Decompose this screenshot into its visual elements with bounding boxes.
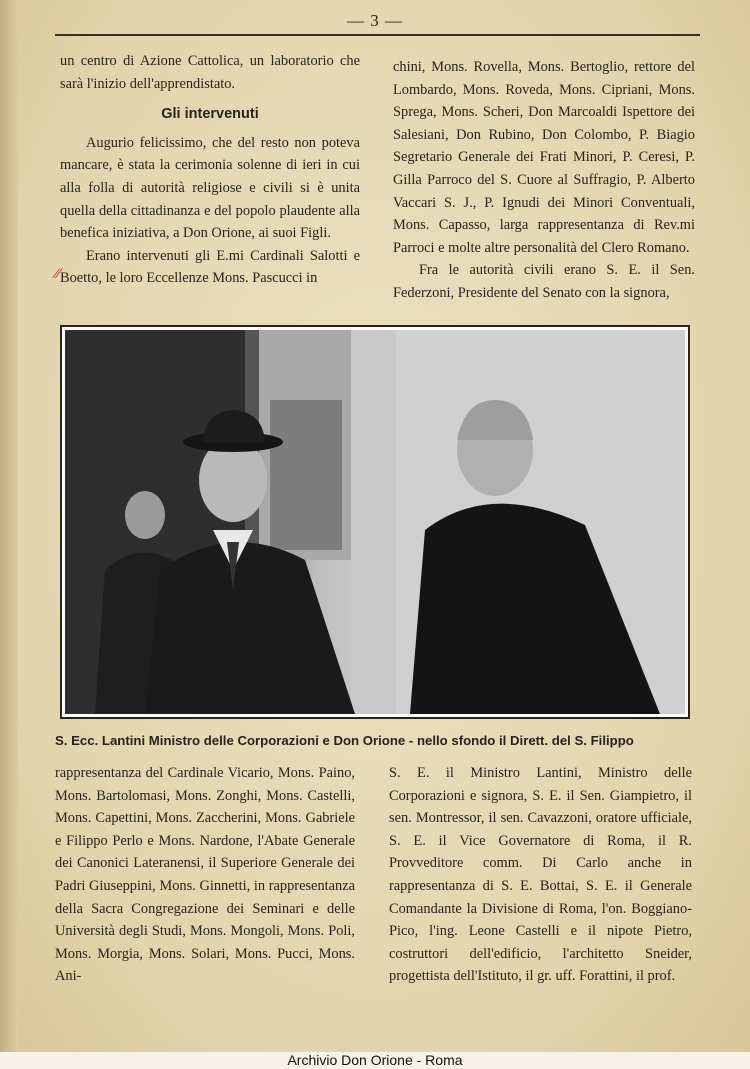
paragraph-clergy-list-continued: rappresentanza del Cardinale Vicario, Mons. Paino, Mons. Bartolomasi, Mons. Zonghi, Mons. Castelli, Mons. Capettini, Mons. Zaccherini, Mons. Gabriele e Filippo Perlo e Mons. Nardone, l'Abate Generale dei Canonici Lateranensi, il Superiore Generale dei Padri Giuseppini, Mons. Ginnetti, in rappresentanza della Sacra Congregazione dei Seminari e delle Università degli Studi, Mons. Mongoli, Mons. Poli, Mons. Morgia, Mons. Solari, Mons. Pucci, Mons. Ani- [55,765,355,985]
page-number: — 3 — [347,11,403,30]
right-column-top [393,56,695,305]
paragraph-augurio: Augurio felicissimo, che del resto non poteva mancare, è stata la cerimonia solenne di ieri in cui alla folla di autorità religiose e civili si è unita quella della cittadinanza e del popolo plaudente alla benefica iniziativa, a Don Orione, ai suoi Figli. [60,134,360,242]
right-column-bottom [389,762,692,988]
archive-footer: Archivio Don Orione - Roma [287,1052,463,1068]
paragraph-civil-list-continued: S. E. il Ministro Lantini, Ministro delle Corporazioni e signora, S. E. il Sen. Giampietro, il sen. Montressor, il sen. Cavazzoni, oratore ufficiale, S. E. il Vice Governatore di Roma, il R. Provveditore comm. Di Carlo anche in rappresentanza di S. E. Bottai, S. E. il Generale Comandante la Divisione di Roma, l'on. Boggiano-Pico, l'ing. Leone Castelli e il nipote Pietro, costruttori dell'edificio, l'architetto Sneider, progettista dell'Istituto, il gr. uff. Forattini, il prof. [389,765,692,985]
pencil-mark-icon: ⁄⁄ [55,266,61,282]
intro-paragraph: un centro di Azione Cattolica, un laboratorio che sarà l'inizio dell'apprendistato. [60,53,360,92]
paragraph-clergy-list: chini, Mons. Rovella, Mons. Bertoglio, rettore del Lombardo, Mons. Roveda, Mons. Cipriani, Mons. Sprega, Mons. Scheri, Don Marcoaldi Ispettore dei Salesiani, Don Rubino, Don Colombo, P. Biagio Segretario Generale dei Frati Minori, P. Ceresi, P. Gilla Parroco del S. Cuore al Suffragio, P. Alberto Vaccari S. J., P. Ignudi dei Minori Conventuali, Mons. Capasso, larga rappresentanza di Rev.mi Parroci e molte altre personalità del Clero Romano. [393,59,695,256]
photo-caption: S. Ecc. Lantini Ministro delle Corporazioni e Don Orione - nello sfondo il Dirett. del S. Filippo [55,733,634,748]
photograph-illustration [65,330,685,714]
paragraph-intervenuti: Erano intervenuti gli E.mi Cardinali Salotti e Boetto, le loro Eccellenze Mons. Pascucci in [60,247,360,287]
photograph-frame [60,325,690,719]
header-rule [55,34,700,36]
section-heading: Gli intervenuti [161,106,259,123]
page-binding-edge [0,0,18,1069]
paragraph-civil-authorities: Fra le autorità civili erano S. E. il Sen. Federzoni, Presidente del Senato con la signora, [393,262,695,301]
photograph [65,330,685,714]
left-column-top [60,50,360,290]
left-column-bottom [55,762,355,988]
